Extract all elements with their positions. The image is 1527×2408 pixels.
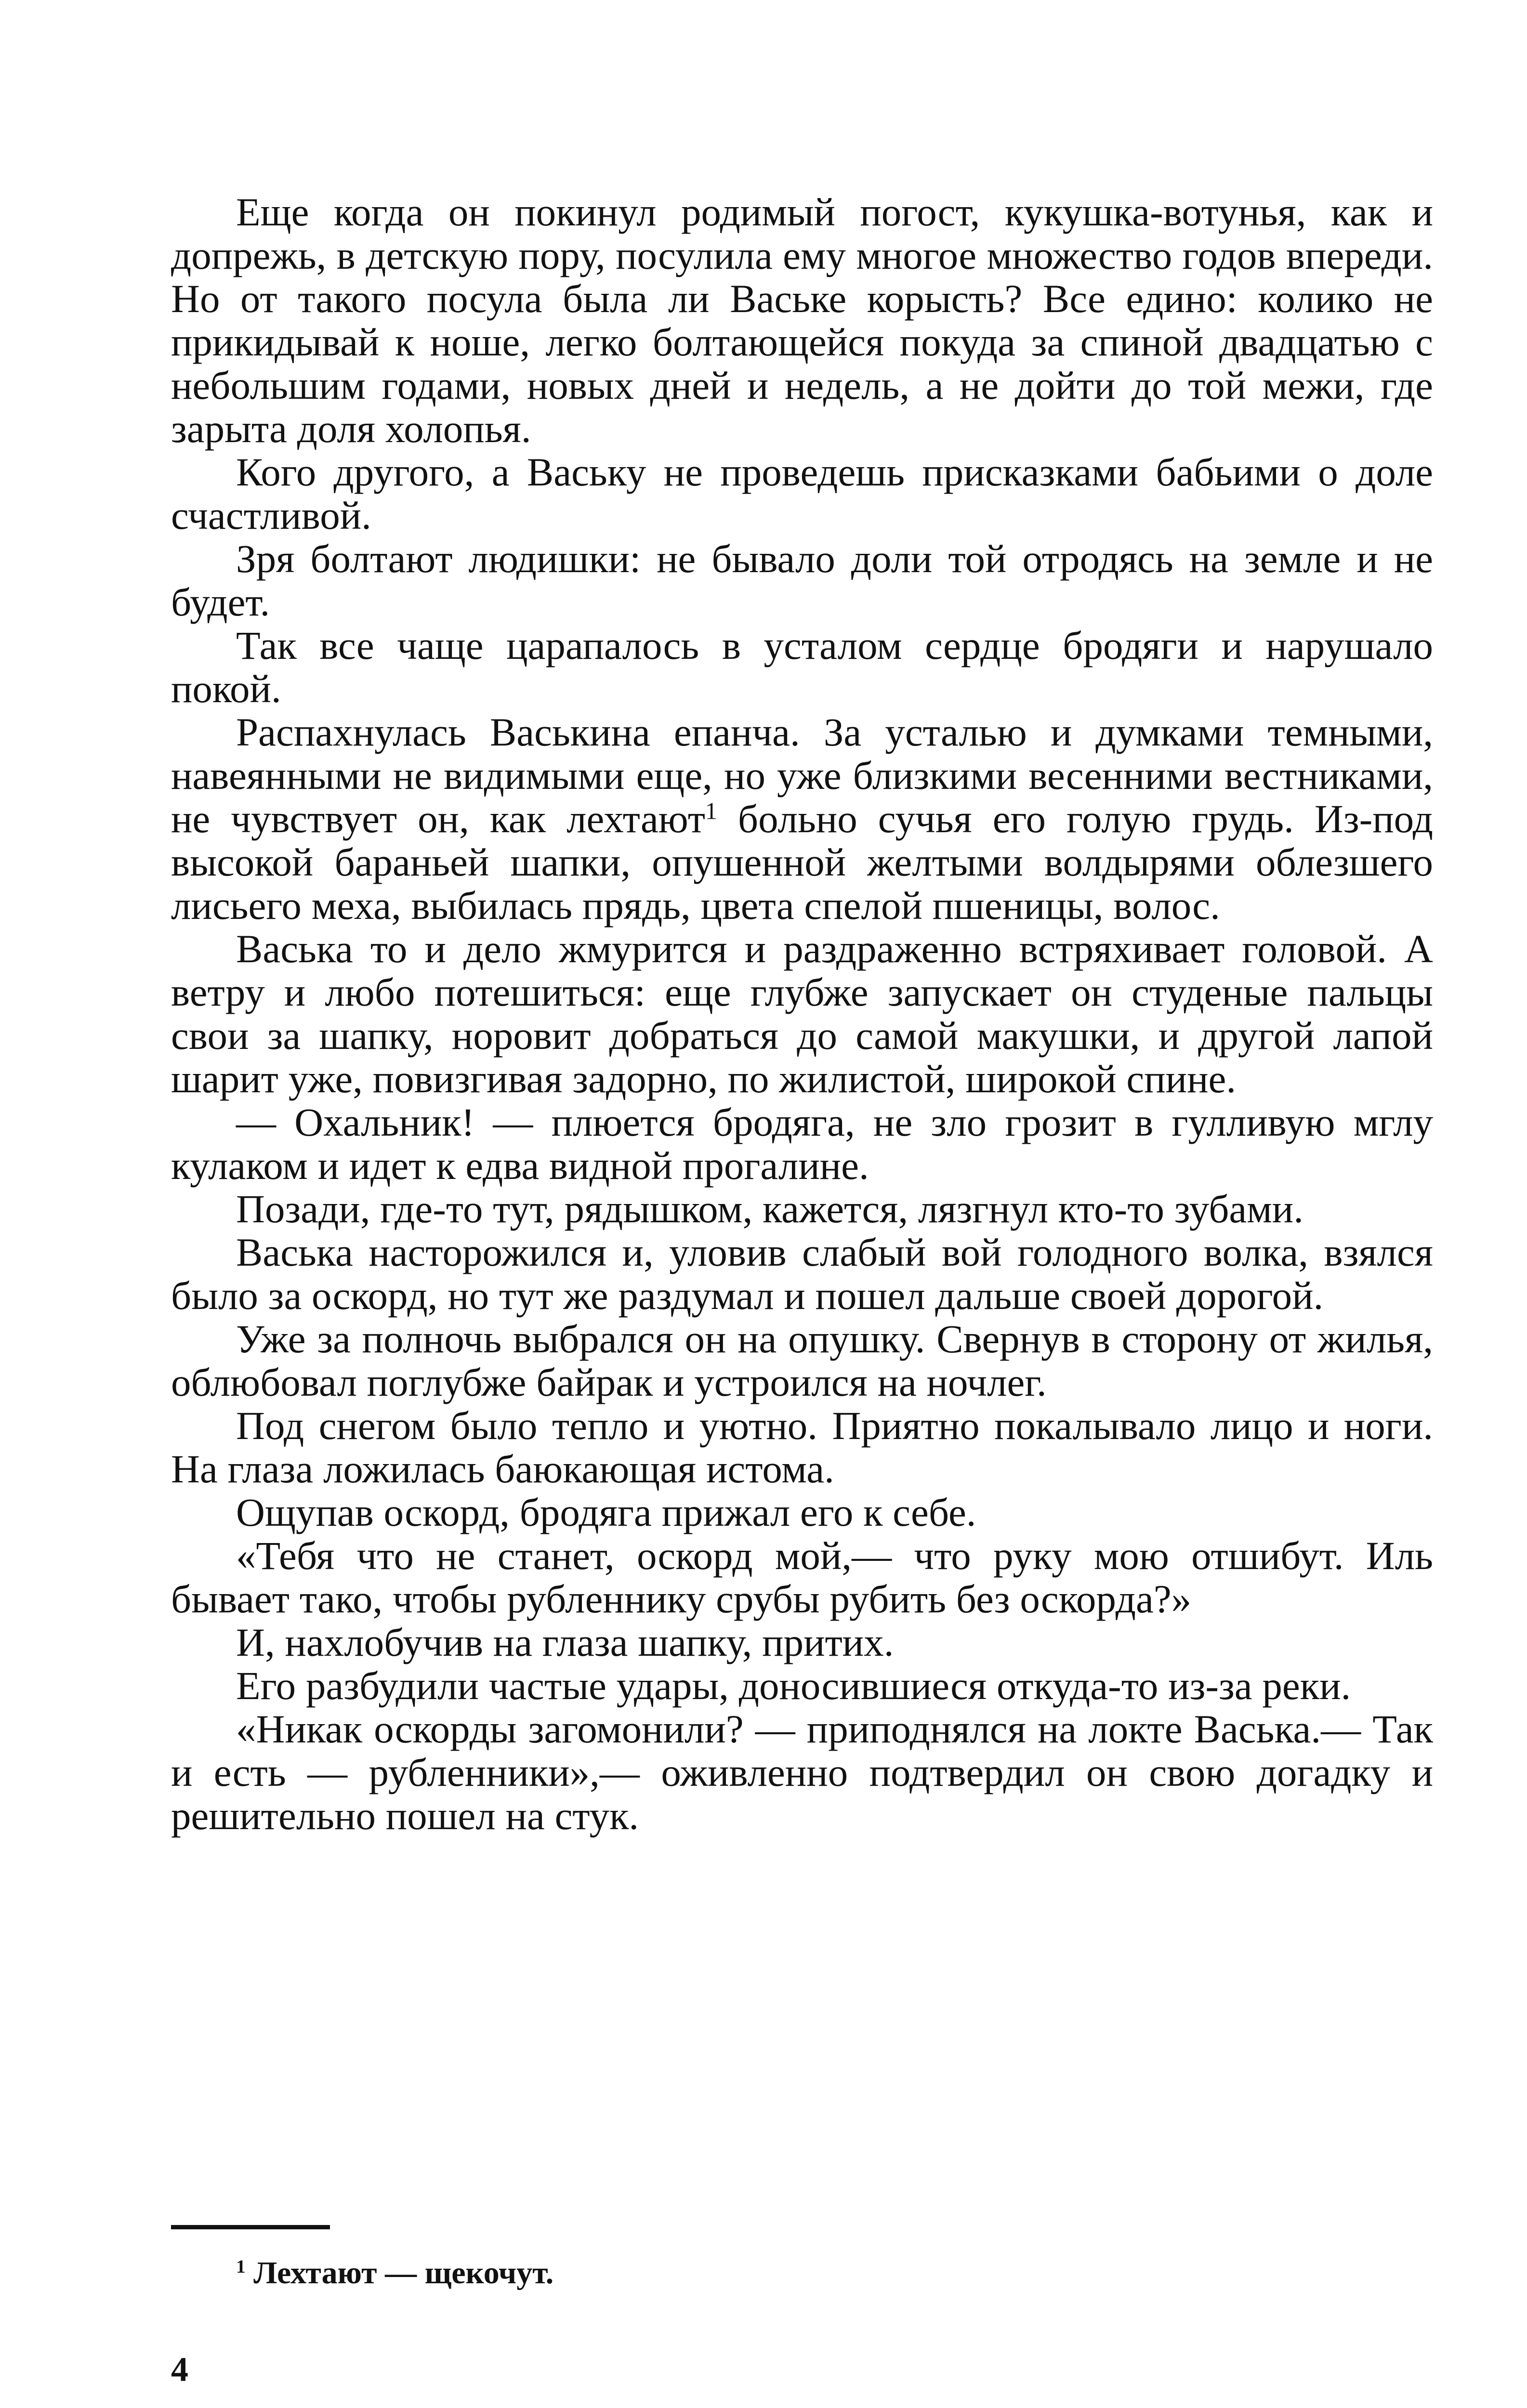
footnote (236, 2254, 553, 2292)
paragraph-9: Васька насторожился и, уловив слабый вой голодного волка, взялся было за оскорд, но тут же раздумал и пошел дальше своей дорогой. (171, 1230, 1433, 1318)
paragraph-13: «Тебя что не станет, оскорд мой,— что руку мою отшибут. Иль бывает тако, чтобы рубленнику срубы рубить без оскорда?» (171, 1533, 1433, 1621)
paragraph-6: Васька то и дело жмурится и раздраженно встряхивает головой. А ветру и любо потешиться: еще глубже запускает он студеные пальцы свои за шапку, норовит добраться до самой макушки, и другой лапой шарит уже, повизгивая задорно, по жилистой, широкой спине. (171, 927, 1433, 1101)
paragraph-12: Ощупав оскорд, бродяга прижал его к себе. (236, 1490, 976, 1534)
paragraph-5-head: Распахнулась Васькина епанча. За усталью и думками темными, навеянными не видимыми еще, но уже близкими весенними вестниками, не чувствует он, как лехтают (171, 710, 1433, 841)
paragraph-7: — Охальник! — плюется бродяга, не зло грозит в гулливую мглу кулаком и идет к едва видной прогалине. (171, 1100, 1433, 1188)
paragraph-10: Уже за полночь выбрался он на опушку. Свернув в сторону от жилья, облюбовал поглубже байрак и устроился на ночлег. (171, 1317, 1433, 1404)
page-number: 4 (171, 2350, 188, 2389)
paragraph-5 (171, 710, 1433, 927)
paragraph-5-tail: больно сучья его голую грудь. Из-под высокой бараньей шапки, опушенной желтыми волдырями облезшего лисьего меха, выбилась прядь, цвета спелой пшеницы, волос. (171, 797, 1434, 928)
paragraph-2: Кого другого, а Ваську не проведешь присказками бабьими о доле счастливой. (171, 450, 1433, 537)
paragraph-8: Позади, где-то тут, рядышком, кажется, лязгнул кто-то зубами. (236, 1187, 1303, 1231)
paragraph-14: И, нахлобучив на глаза шапку, притих. (236, 1620, 894, 1664)
paragraph-1: Еще когда он покинул родимый погост, кукушка-вотунья, как и допрежь, в детскую пору, посулила ему многое множество годов впереди. Но от такого посула была ли Ваське корысть? Все едино: колико не прикидывай к ноше, легко болтающейся покуда за спиной двадцатью с небольшим годами, новых дней и недель, а не дойти до той межи, где зарыта доля холопья. (171, 190, 1433, 451)
footnote-reference: 1 (705, 798, 717, 824)
paragraph-4: Так все чаще царапалось в усталом сердце бродяги и нарушало покой. (171, 623, 1433, 711)
paragraph-16: «Никак оскорды загомонили? — приподнялся на локте Васька.— Так и есть — рубленники»,— оживленно подтвердил он свою догадку и решительно пошел на стук. (171, 1707, 1433, 1838)
paragraph-11: Под снегом было тепло и уютно. Приятно покалывало лицо и ноги. На глаза ложилась баюкающая истома. (171, 1403, 1433, 1491)
footnote-divider (171, 2225, 330, 2229)
paragraph-15: Его разбудили частые удары, доносившиеся откуда-то из-за реки. (236, 1663, 1351, 1708)
footnote-text: Лехтают — щекочут. (253, 2255, 554, 2290)
footnote-mark: 1 (236, 2256, 246, 2277)
page-body (171, 190, 1433, 1837)
paragraph-3: Зря болтают людишки: не бывало доли той отродясь на земле и не будет. (171, 537, 1433, 624)
